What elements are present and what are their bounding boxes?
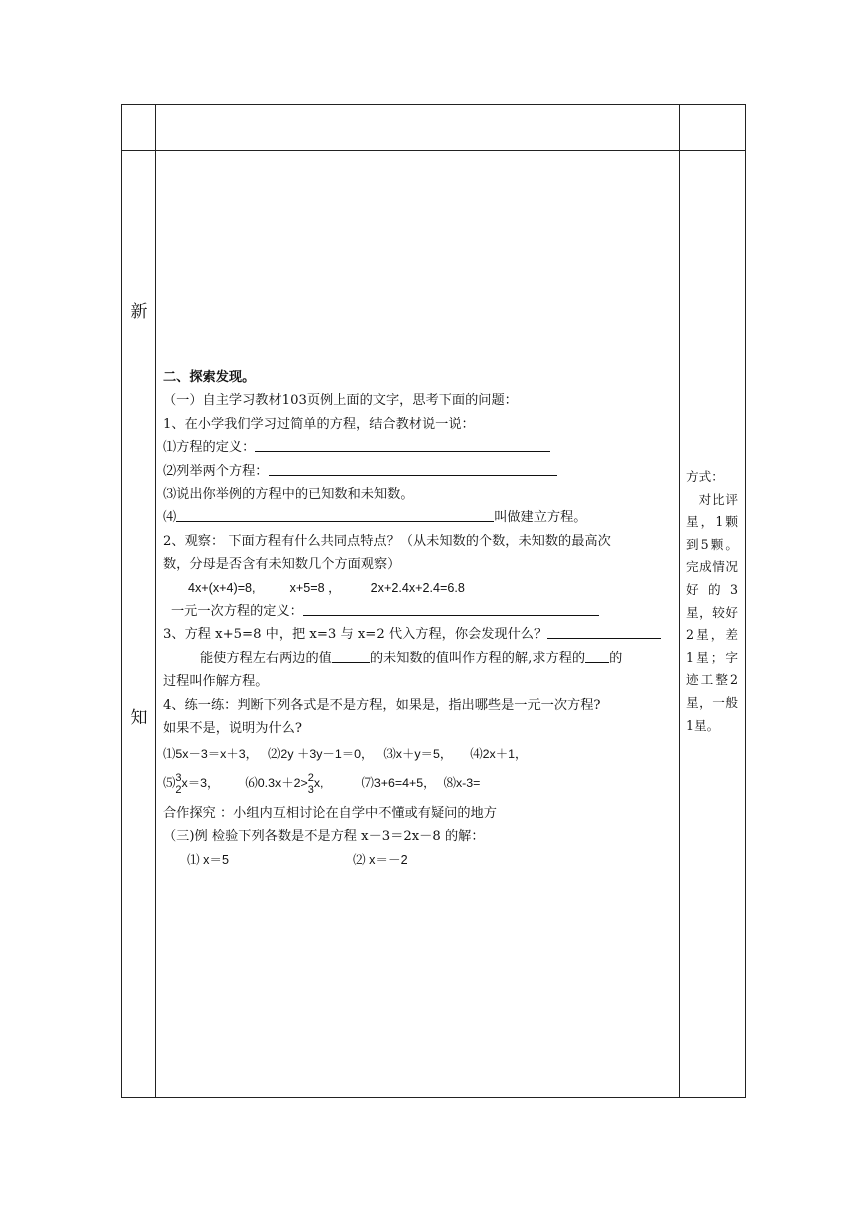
question-1-1 [163,436,675,459]
equation-examples [163,577,675,600]
intro-text: （一）自主学习教材103页例上面的文字，思考下面的问题： [163,393,518,409]
question-1: 1、在小学我们学习过简单的方程，结合教材说一说： [163,416,475,432]
left-char-zhi: 知 [130,708,148,728]
evaluation-notes [686,466,738,737]
exercise-8: ⑻x-3= [443,775,481,790]
q1-4-suffix: 叫做建立方程。 [494,510,587,526]
evaluation-text: 对比评星，1颗到5颗。完成情况好的3星，较好2星，差1星；字迹工整2星，一般1星。 [686,491,738,733]
exercise-6-suffix: x, [313,775,324,790]
table-row-divider [121,150,746,151]
exercise-4: ⑷2x＋1， [470,746,528,761]
fraction-two-thirds: 2 3 [307,771,314,796]
q1-2-label: ⑵列举两个方程： [163,463,269,479]
equation-a: 4x+(x+4)=8, [188,580,256,595]
main-content [163,366,675,872]
fraction-three-halves: 3 2 [175,771,182,796]
table-col-divider-2 [679,104,680,1098]
example-title: （三)例 检验下列各数是不是方程 x－3＝2x－8 的解： [163,829,485,845]
exercise-3: ⑶x＋y＝5， [383,746,453,761]
left-char-xin: 新 [130,302,148,322]
evaluation-heading: 方式： [686,469,724,484]
exercise-6-prefix: ⑹0.3x＋2> [245,775,308,790]
q3-text-a: 能使方程左右两边的值 [200,650,332,666]
question-4-line-2: 如果不是，说明为什么? [163,721,302,737]
q3-text-c: 的 [609,650,623,666]
q1-1-label: ⑴方程的定义： [163,440,256,456]
question-1-2 [163,460,675,483]
q3-text-b: 的未知数的值叫作方程的解,求方程的 [369,650,586,666]
equation-c: 2x+2.4x+2.4=6.8 [370,580,465,595]
question-3-line-1 [163,623,675,646]
answer-blank[interactable] [255,436,550,452]
table-right-border [745,104,746,1098]
linear-def-label: 一元一次方程的定义： [171,604,303,620]
linear-equation-definition [163,600,675,623]
answer-blank[interactable] [547,623,661,639]
question-4-line-1: 4、练一练：判断下列各式是不是方程，如果是，指出哪些是一元一次方程? [163,697,601,713]
q1-4-prefix: ⑷ [163,510,177,526]
exercise-row-2 [163,766,675,800]
answer-blank[interactable] [176,506,494,522]
exercise-7: ⑺3+6=4+5， [361,775,436,790]
exercise-1: ⑴5x－3＝x＋3， [163,746,259,761]
answer-blank[interactable] [269,460,557,476]
answer-blank[interactable] [585,647,609,663]
table-bottom-border [121,1097,746,1098]
check-values [163,849,675,872]
question-1-4 [163,506,675,529]
answer-blank[interactable] [303,600,599,616]
question-2-line-1: 2、观察： 下面方程有什么共同点特点？（从未知数的个数，未知数的最高次 [163,533,611,549]
table-left-border [121,104,122,1098]
table-col-divider-1 [155,104,156,1098]
exercise-5-prefix: ⑸ [163,775,176,790]
answer-blank[interactable] [332,647,370,663]
exercise-2: ⑵2y ＋3y－1＝0， [268,746,374,761]
question-3-line-3: 过程叫作解方程。 [163,674,269,690]
exercise-row-1 [163,743,675,766]
question-1-3: ⑶说出你举例的方程中的已知数和未知数。 [163,487,414,503]
exercise-5-suffix: x＝3， [181,775,220,790]
check-value-1: ⑴ x＝5 [187,852,229,867]
check-value-2: ⑵ x＝－2 [353,852,408,867]
question-2-line-2: 数，分母是否含有未知数几个方面观察） [163,557,401,573]
cooperative-inquiry: 合作探究 ：小组内互相讨论在自学中不懂或有疑问的地方 [163,805,497,821]
section-title: 二、探索发现。 [163,370,256,385]
table-top-border [121,104,746,105]
q3-text: 3、方程 x+5=8 中，把 x=3 与 x=2 代入方程，你会发现什么？ [163,627,548,643]
question-3-line-2 [163,647,675,670]
equation-b: x+5=8 ， [289,580,341,595]
